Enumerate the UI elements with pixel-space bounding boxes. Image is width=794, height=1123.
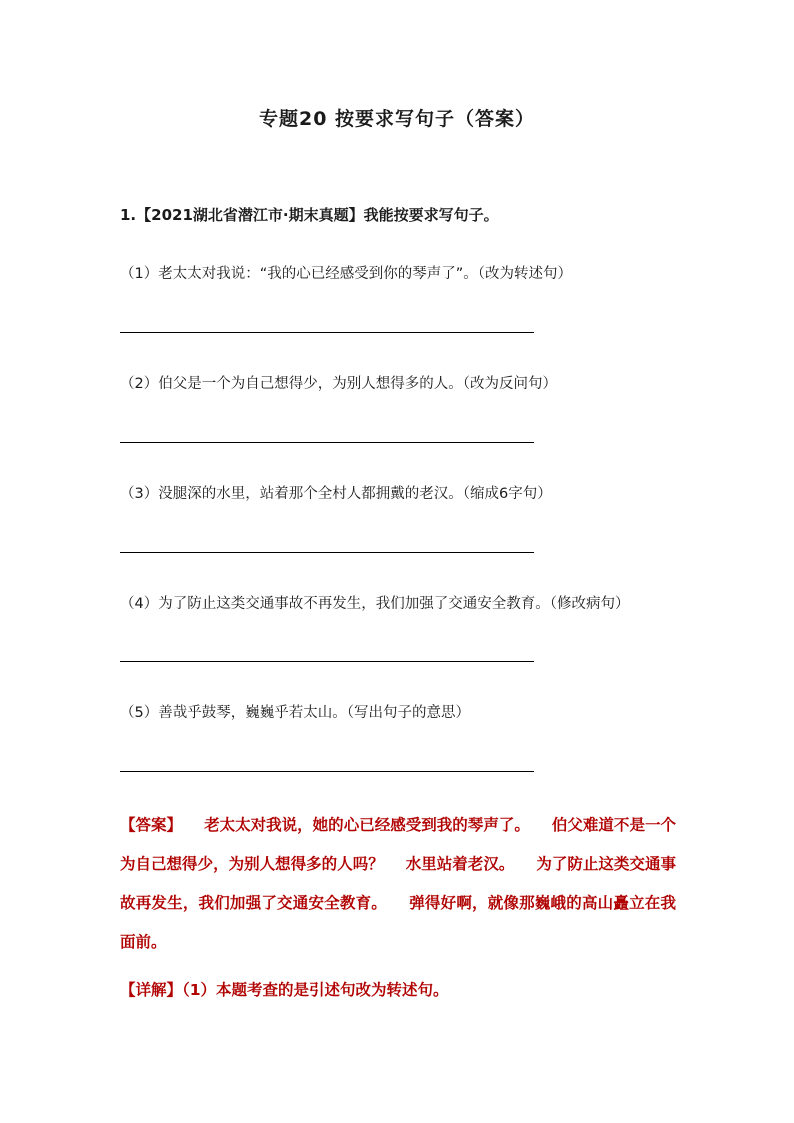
answer-blank-line-4 <box>120 661 534 662</box>
question-item-4: （4）为了防止这类交通事故不再发生，我们加强了交通安全教育。（修改病句） <box>120 596 630 612</box>
question-item-5: （5）善哉乎鼓琴，巍巍乎若太山。（写出句子的意思） <box>120 705 470 721</box>
answer-part-3: 水里站着老汉。 <box>405 855 515 873</box>
question-item-1: （1）老太太对我说：“我的心已经感受到你的琴声了”。（改为转述句） <box>120 266 572 282</box>
detail-section <box>120 978 449 1000</box>
answer-block <box>120 806 676 962</box>
detail-text: （1）本题考查的是引述句改为转述句。 <box>182 981 449 999</box>
answer-label: 【答案】 <box>120 816 183 834</box>
answer-blank-line-3 <box>120 552 534 553</box>
answer-blank-line-1 <box>120 332 534 333</box>
question-heading: 1.【2021湖北省潜江市·期末真题】我能按要求写句子。 <box>120 206 499 224</box>
answer-part-1: 老太太对我说，她的心已经感受到我的琴声了。 <box>204 816 530 834</box>
question-item-2: （2）伯父是一个为自己想得少，为别人想得多的人。（改为反问句） <box>120 376 557 392</box>
answer-blank-line-2 <box>120 442 534 443</box>
answer-part-2: 伯父难道不是一个为自己想得少，为别人想得多的人吗？ <box>120 816 676 873</box>
page-title: 专题20 按要求写句子（答案） <box>258 108 536 130</box>
answer-part-4: 为了防止这类交通事故再发生，我们加强了交通安全教育。 <box>120 855 676 912</box>
detail-label: 【详解】 <box>120 981 183 999</box>
answer-blank-line-5 <box>120 771 534 772</box>
question-item-3: （3）没腿深的水里，站着那个全村人都拥戴的老汉。（缩成6字句） <box>120 486 552 502</box>
answer-part-5: 弹得好啊，就像那巍峨的高山矗立在我面前。 <box>120 894 676 951</box>
